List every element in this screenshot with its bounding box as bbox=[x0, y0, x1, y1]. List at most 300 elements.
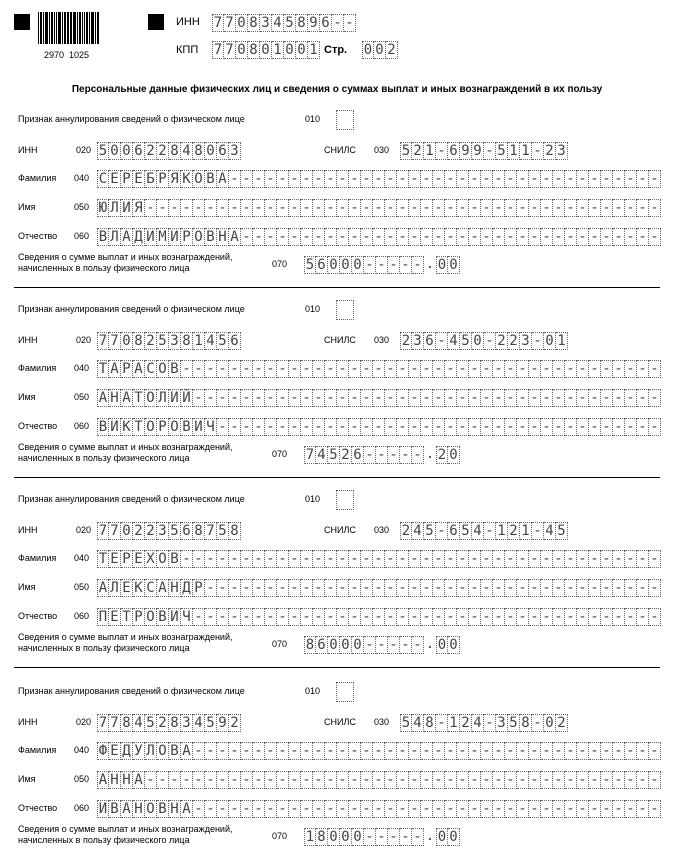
char-cell: - bbox=[421, 199, 433, 217]
char-cell: - bbox=[301, 418, 313, 436]
char-cell: - bbox=[301, 199, 313, 217]
char-cell: - bbox=[193, 771, 205, 789]
char-cell: - bbox=[376, 256, 388, 274]
char-cell: - bbox=[241, 742, 253, 760]
char-cell: - bbox=[541, 800, 553, 818]
char-cell: - bbox=[313, 579, 325, 597]
char-cell: В bbox=[181, 418, 193, 436]
char-cell: 0 bbox=[236, 41, 248, 59]
char-cell: - bbox=[577, 199, 589, 217]
char-cell: - bbox=[349, 389, 361, 407]
char-cell: 6 bbox=[448, 142, 460, 160]
annul-checkbox[interactable] bbox=[336, 110, 354, 130]
code-050: 050 bbox=[74, 582, 90, 592]
char-cell: - bbox=[541, 389, 553, 407]
char-cell: - bbox=[493, 800, 505, 818]
char-cell: - bbox=[505, 360, 517, 378]
char-cell: - bbox=[613, 771, 625, 789]
char-cell: 0 bbox=[437, 257, 447, 273]
char-cell: - bbox=[469, 389, 481, 407]
char-cell: - bbox=[445, 389, 457, 407]
code-040: 040 bbox=[74, 745, 90, 755]
inn-cells bbox=[97, 522, 241, 540]
char-cell: - bbox=[421, 800, 433, 818]
char-cell: - bbox=[601, 608, 613, 626]
char-cell: - bbox=[385, 228, 397, 246]
char-cell: - bbox=[400, 446, 412, 464]
char-cell: - bbox=[229, 389, 241, 407]
char-cell: - bbox=[541, 608, 553, 626]
char-cell: - bbox=[325, 800, 337, 818]
char-cell: - bbox=[493, 360, 505, 378]
char-cell: Р bbox=[193, 579, 205, 597]
char-cell: - bbox=[433, 199, 445, 217]
char-cell: - bbox=[529, 228, 541, 246]
char-cell: - bbox=[289, 800, 301, 818]
char-cell: Х bbox=[145, 550, 157, 568]
char-cell: Р bbox=[133, 608, 145, 626]
char-cell: 3 bbox=[556, 142, 568, 160]
char-cell: - bbox=[625, 742, 637, 760]
char-cell: А bbox=[157, 579, 169, 597]
char-cell: - bbox=[217, 389, 229, 407]
inn-cells bbox=[97, 714, 241, 732]
char-cell: 6 bbox=[133, 142, 145, 160]
char-cell: - bbox=[481, 742, 493, 760]
char-cell: 5 bbox=[305, 257, 315, 273]
char-cell: 4 bbox=[133, 714, 145, 732]
char-cell: - bbox=[637, 170, 649, 188]
char-cell: - bbox=[337, 608, 349, 626]
char-cell: 8 bbox=[296, 14, 308, 32]
char-cell: 5 bbox=[328, 446, 340, 464]
char-cell: - bbox=[385, 800, 397, 818]
char-cell: - bbox=[265, 608, 277, 626]
char-cell: - bbox=[313, 800, 325, 818]
char-cell: - bbox=[409, 771, 421, 789]
char-cell: 7 bbox=[213, 15, 223, 31]
char-cell: - bbox=[541, 228, 553, 246]
name-label: Имя bbox=[18, 392, 36, 402]
char-cell: 0 bbox=[352, 828, 364, 846]
block-divider bbox=[14, 287, 660, 288]
char-cell: 0 bbox=[544, 332, 556, 350]
char-cell: 5 bbox=[496, 142, 508, 160]
char-cell: Е bbox=[133, 170, 145, 188]
char-cell: 5 bbox=[460, 522, 472, 540]
char-cell: И bbox=[169, 608, 181, 626]
char-cell: 0 bbox=[121, 332, 133, 350]
char-cell: - bbox=[541, 771, 553, 789]
char-cell: О bbox=[145, 418, 157, 436]
char-cell: А bbox=[133, 360, 145, 378]
code-060: 060 bbox=[74, 803, 90, 813]
char-cell: 6 bbox=[316, 256, 328, 274]
payments-decimal-cells bbox=[436, 446, 460, 464]
char-cell: - bbox=[505, 742, 517, 760]
char-cell: Р bbox=[157, 418, 169, 436]
char-cell: - bbox=[457, 771, 469, 789]
char-cell: Н bbox=[169, 579, 181, 597]
name-label: Имя bbox=[18, 774, 36, 784]
char-cell: - bbox=[613, 800, 625, 818]
char-cell: - bbox=[553, 800, 565, 818]
char-cell: - bbox=[553, 418, 565, 436]
char-cell: - bbox=[337, 742, 349, 760]
char-cell: - bbox=[397, 228, 409, 246]
char-cell: - bbox=[445, 608, 457, 626]
code-060: 060 bbox=[74, 231, 90, 241]
char-cell: В bbox=[157, 800, 169, 818]
char-cell: - bbox=[505, 228, 517, 246]
char-cell: - bbox=[409, 228, 421, 246]
char-cell: Т bbox=[133, 418, 145, 436]
char-cell: - bbox=[337, 418, 349, 436]
char-cell: - bbox=[457, 608, 469, 626]
char-cell: - bbox=[433, 170, 445, 188]
char-cell: - bbox=[388, 256, 400, 274]
snils-label: СНИЛС bbox=[324, 145, 356, 155]
char-cell: - bbox=[385, 742, 397, 760]
char-cell: 0 bbox=[340, 256, 352, 274]
char-cell: - bbox=[457, 360, 469, 378]
char-cell: Т bbox=[121, 608, 133, 626]
char-cell: - bbox=[433, 800, 445, 818]
char-cell: - bbox=[253, 742, 265, 760]
char-cell: 2 bbox=[145, 142, 157, 160]
name-cells bbox=[97, 389, 661, 407]
char-cell: - bbox=[601, 579, 613, 597]
char-cell: - bbox=[553, 742, 565, 760]
char-cell: - bbox=[301, 550, 313, 568]
char-cell: 0 bbox=[121, 142, 133, 160]
char-cell: - bbox=[601, 800, 613, 818]
char-cell: В bbox=[169, 550, 181, 568]
char-cell: - bbox=[181, 550, 193, 568]
char-cell: - bbox=[421, 170, 433, 188]
surname-label: Фамилия bbox=[18, 363, 57, 373]
char-cell: - bbox=[637, 800, 649, 818]
char-cell: - bbox=[193, 389, 205, 407]
char-cell: - bbox=[344, 14, 356, 32]
char-cell: - bbox=[493, 418, 505, 436]
payments-label-1: Сведения о сумме выплат и иных вознаграждений, bbox=[18, 252, 233, 262]
code-020: 020 bbox=[76, 145, 92, 155]
char-cell: - bbox=[301, 228, 313, 246]
name-cells bbox=[97, 579, 661, 597]
payments-cells bbox=[304, 446, 460, 464]
char-cell: В bbox=[98, 229, 108, 245]
char-cell: - bbox=[532, 522, 544, 540]
char-cell: - bbox=[277, 170, 289, 188]
char-cell: - bbox=[532, 714, 544, 732]
char-cell: - bbox=[577, 608, 589, 626]
char-cell: 8 bbox=[121, 714, 133, 732]
char-cell: 2 bbox=[412, 142, 424, 160]
char-cell: - bbox=[385, 771, 397, 789]
surname-label: Фамилия bbox=[18, 745, 57, 755]
char-cell: - bbox=[433, 418, 445, 436]
annul-checkbox[interactable] bbox=[336, 300, 354, 320]
char-cell: - bbox=[421, 418, 433, 436]
char-cell: 8 bbox=[169, 714, 181, 732]
char-cell: - bbox=[277, 199, 289, 217]
char-cell: Н bbox=[109, 389, 121, 407]
code-020: 020 bbox=[76, 335, 92, 345]
char-cell: 2 bbox=[145, 522, 157, 540]
char-cell: Я bbox=[169, 170, 181, 188]
char-cell: - bbox=[505, 418, 517, 436]
char-cell: О bbox=[157, 550, 169, 568]
char-cell: - bbox=[412, 828, 424, 846]
code-060: 060 bbox=[74, 421, 90, 431]
char-cell: - bbox=[313, 170, 325, 188]
header-kpp-cells bbox=[212, 41, 320, 59]
char-cell: - bbox=[565, 170, 577, 188]
char-cell: Е bbox=[109, 608, 121, 626]
char-cell: - bbox=[412, 256, 424, 274]
char-cell: - bbox=[397, 550, 409, 568]
char-cell: - bbox=[397, 579, 409, 597]
char-cell: - bbox=[457, 550, 469, 568]
char-cell: - bbox=[313, 389, 325, 407]
char-cell: - bbox=[325, 228, 337, 246]
inn-label: ИНН bbox=[18, 335, 38, 345]
char-cell: - bbox=[301, 771, 313, 789]
char-cell: - bbox=[205, 389, 217, 407]
char-cell: - bbox=[493, 199, 505, 217]
char-cell: Ч bbox=[205, 418, 217, 436]
char-cell: Н bbox=[121, 771, 133, 789]
char-cell: 0 bbox=[437, 637, 447, 653]
char-cell: - bbox=[613, 228, 625, 246]
char-cell: - bbox=[469, 742, 481, 760]
char-cell: - bbox=[553, 199, 565, 217]
char-cell: - bbox=[637, 199, 649, 217]
inn-label: ИНН bbox=[18, 525, 38, 535]
char-cell: - bbox=[277, 800, 289, 818]
code-020: 020 bbox=[76, 717, 92, 727]
char-cell: 4 bbox=[272, 14, 284, 32]
char-cell: - bbox=[349, 771, 361, 789]
char-cell: - bbox=[217, 800, 229, 818]
char-cell: - bbox=[565, 550, 577, 568]
code-030: 030 bbox=[374, 335, 390, 345]
char-cell: Т bbox=[98, 551, 108, 567]
char-cell: 6 bbox=[320, 14, 332, 32]
char-cell: 0 bbox=[374, 41, 386, 59]
code-050: 050 bbox=[74, 774, 90, 784]
char-cell: - bbox=[433, 742, 445, 760]
char-cell: О bbox=[193, 228, 205, 246]
surname-cells bbox=[97, 360, 661, 378]
char-cell: - bbox=[625, 771, 637, 789]
patronymic-label: Отчество bbox=[18, 611, 58, 621]
char-cell: - bbox=[625, 608, 637, 626]
char-cell: - bbox=[205, 742, 217, 760]
char-cell: 0 bbox=[121, 522, 133, 540]
char-cell: - bbox=[589, 360, 601, 378]
char-cell: 4 bbox=[472, 522, 484, 540]
char-cell: Л bbox=[157, 389, 169, 407]
char-cell: - bbox=[376, 828, 388, 846]
char-cell: 5 bbox=[508, 714, 520, 732]
char-cell: - bbox=[193, 550, 205, 568]
char-cell: - bbox=[553, 771, 565, 789]
char-cell: - bbox=[145, 771, 157, 789]
char-cell: И bbox=[193, 418, 205, 436]
char-cell: - bbox=[433, 550, 445, 568]
char-cell: - bbox=[577, 771, 589, 789]
char-cell: 3 bbox=[169, 332, 181, 350]
char-cell: - bbox=[589, 742, 601, 760]
char-cell: - bbox=[589, 418, 601, 436]
char-cell: 0 bbox=[109, 142, 121, 160]
char-cell: - bbox=[613, 608, 625, 626]
char-cell: - bbox=[565, 389, 577, 407]
char-cell: У bbox=[133, 742, 145, 760]
char-cell: 5 bbox=[284, 14, 296, 32]
char-cell: - bbox=[445, 800, 457, 818]
char-cell: Л bbox=[109, 199, 121, 217]
char-cell: - bbox=[229, 800, 241, 818]
char-cell: 2 bbox=[340, 446, 352, 464]
char-cell: Р bbox=[157, 170, 169, 188]
char-cell: - bbox=[421, 228, 433, 246]
char-cell: 5 bbox=[145, 714, 157, 732]
header-page-label: Стр. bbox=[324, 44, 348, 56]
char-cell: - bbox=[601, 360, 613, 378]
char-cell: 6 bbox=[217, 142, 229, 160]
char-cell: 3 bbox=[229, 142, 241, 160]
char-cell: Л bbox=[109, 579, 121, 597]
inn-label: ИНН bbox=[18, 145, 38, 155]
code-040: 040 bbox=[74, 553, 90, 563]
char-cell: - bbox=[229, 608, 241, 626]
char-cell: А bbox=[121, 800, 133, 818]
char-cell: К bbox=[181, 170, 193, 188]
char-cell: - bbox=[577, 360, 589, 378]
char-cell: Т bbox=[98, 361, 108, 377]
char-cell: - bbox=[469, 608, 481, 626]
char-cell: - bbox=[241, 550, 253, 568]
char-cell: 3 bbox=[412, 332, 424, 350]
char-cell: К bbox=[121, 418, 133, 436]
char-cell: - bbox=[289, 742, 301, 760]
char-cell: - bbox=[517, 608, 529, 626]
char-cell: - bbox=[337, 360, 349, 378]
char-cell: - bbox=[289, 199, 301, 217]
patronymic-cells bbox=[97, 608, 661, 626]
char-cell: - bbox=[637, 608, 649, 626]
char-cell: А bbox=[121, 228, 133, 246]
char-cell: - bbox=[637, 550, 649, 568]
char-cell: - bbox=[589, 771, 601, 789]
char-cell: 2 bbox=[556, 714, 568, 732]
char-cell: - bbox=[193, 608, 205, 626]
char-cell: - bbox=[289, 550, 301, 568]
char-cell: 3 bbox=[181, 714, 193, 732]
char-cell: - bbox=[349, 418, 361, 436]
code-010: 010 bbox=[305, 686, 321, 696]
patronymic-label: Отчество bbox=[18, 803, 58, 813]
char-cell: 2 bbox=[229, 714, 241, 732]
char-cell: - bbox=[481, 800, 493, 818]
char-cell: 2 bbox=[401, 523, 411, 539]
char-cell: 4 bbox=[544, 522, 556, 540]
annul-label: Признак аннулирования сведений о физическом лице bbox=[18, 494, 245, 504]
char-cell: - bbox=[529, 579, 541, 597]
annul-cell bbox=[336, 110, 354, 130]
char-cell: - bbox=[193, 360, 205, 378]
char-cell: - bbox=[332, 14, 344, 32]
char-cell: - bbox=[181, 771, 193, 789]
char-cell: Р bbox=[121, 170, 133, 188]
char-cell: - bbox=[481, 771, 493, 789]
char-cell: - bbox=[613, 199, 625, 217]
char-cell: - bbox=[409, 199, 421, 217]
char-cell: - bbox=[529, 742, 541, 760]
char-cell: - bbox=[649, 228, 661, 246]
char-cell: - bbox=[361, 389, 373, 407]
surname-label: Фамилия bbox=[18, 553, 57, 563]
char-cell: О bbox=[145, 389, 157, 407]
char-cell: - bbox=[241, 389, 253, 407]
char-cell: - bbox=[505, 608, 517, 626]
char-cell: 0 bbox=[448, 828, 460, 846]
char-cell: Б bbox=[145, 170, 157, 188]
code-070: 070 bbox=[272, 831, 288, 841]
surname-label: Фамилия bbox=[18, 173, 57, 183]
char-cell: А bbox=[181, 800, 193, 818]
char-cell: И bbox=[98, 801, 108, 817]
payments-label-1: Сведения о сумме выплат и иных вознаграждений, bbox=[18, 442, 233, 452]
char-cell: - bbox=[241, 800, 253, 818]
char-cell: - bbox=[217, 199, 229, 217]
name-label: Имя bbox=[18, 202, 36, 212]
char-cell: - bbox=[613, 170, 625, 188]
char-cell: - bbox=[529, 771, 541, 789]
char-cell: - bbox=[361, 228, 373, 246]
char-cell: - bbox=[484, 522, 496, 540]
char-cell: 5 bbox=[98, 143, 108, 159]
char-cell: - bbox=[265, 771, 277, 789]
char-cell: - bbox=[493, 228, 505, 246]
char-cell: И bbox=[169, 228, 181, 246]
char-cell: 1 bbox=[193, 332, 205, 350]
char-cell: 0 bbox=[328, 256, 340, 274]
char-cell: - bbox=[313, 360, 325, 378]
annul-checkbox[interactable] bbox=[336, 682, 354, 702]
header-inn-label: ИНН bbox=[176, 16, 200, 28]
char-cell: - bbox=[388, 446, 400, 464]
char-cell: - bbox=[409, 170, 421, 188]
annul-checkbox[interactable] bbox=[336, 490, 354, 510]
char-cell: - bbox=[484, 142, 496, 160]
char-cell: - bbox=[400, 828, 412, 846]
char-cell: - bbox=[145, 199, 157, 217]
char-cell: 8 bbox=[229, 522, 241, 540]
char-cell: - bbox=[445, 199, 457, 217]
char-cell: - bbox=[325, 579, 337, 597]
char-cell: - bbox=[373, 418, 385, 436]
payments-cells bbox=[304, 828, 460, 846]
char-cell: - bbox=[517, 360, 529, 378]
char-cell: - bbox=[385, 389, 397, 407]
char-cell: 6 bbox=[181, 522, 193, 540]
char-cell: - bbox=[409, 608, 421, 626]
char-cell: - bbox=[361, 550, 373, 568]
